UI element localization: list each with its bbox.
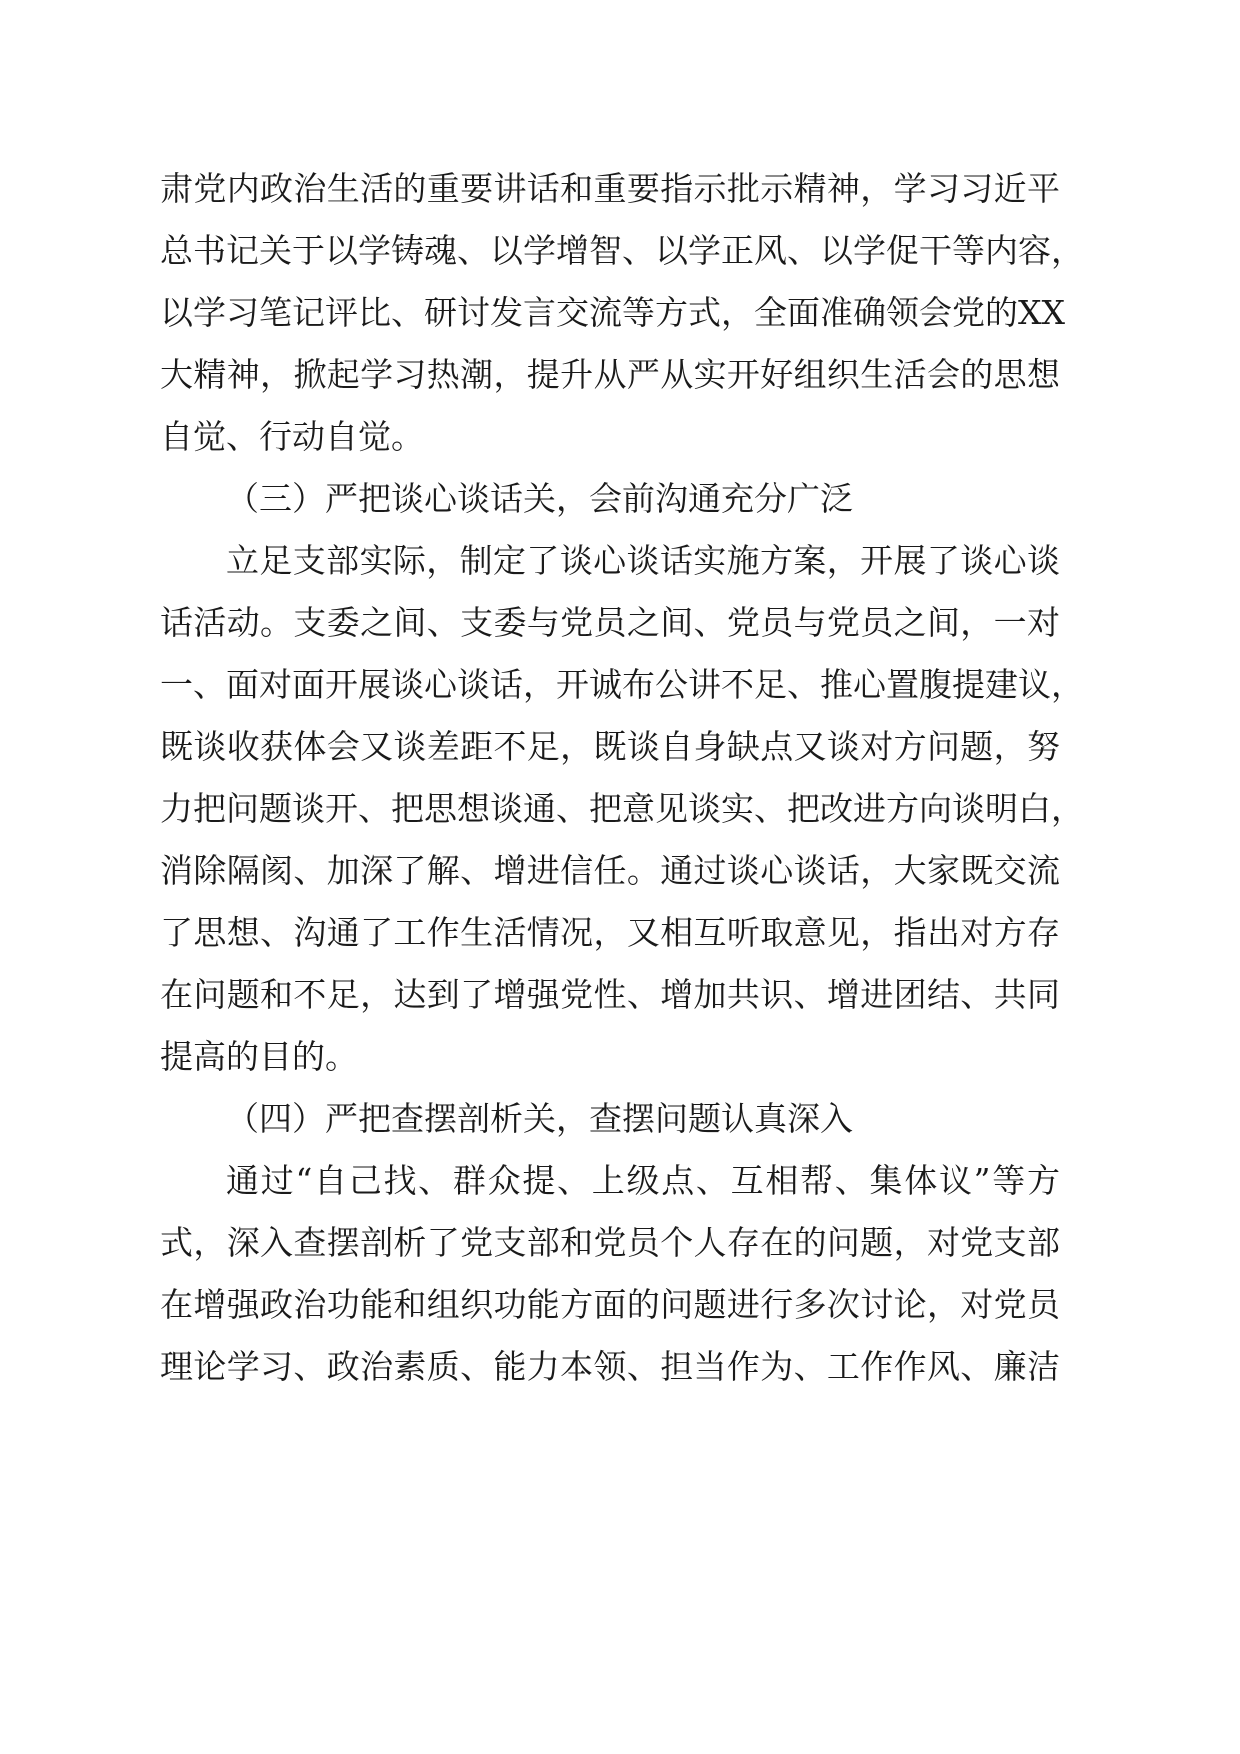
- paragraph-line: 在增强政治功能和组织功能方面的问题进行多次讨论，对党员: [160, 1285, 1060, 1324]
- paragraph-line: 在问题和不足，达到了增强党性、增加共识、增进团结、共同: [160, 975, 1060, 1014]
- paragraph-line: 大精神，掀起学习热潮，提升从严从实开好组织生活会的思想: [160, 355, 1060, 394]
- document-body: [160, 158, 1084, 1398]
- paragraph-line: 提高的目的。: [160, 1037, 358, 1076]
- paragraph-line: 以学习笔记评比、研讨发言交流等方式，全面准确领会党的XX: [160, 293, 1065, 332]
- paragraph-line: 立足支部实际，制定了谈心谈话实施方案，开展了谈心谈: [226, 541, 1060, 580]
- paragraph-line: 通过“自己找、群众提、上级点、互相帮、集体议”等方: [226, 1161, 1060, 1200]
- paragraph-line: 既谈收获体会又谈差距不足，既谈自身缺点又谈对方问题，努: [160, 727, 1060, 766]
- paragraph-line: 总书记关于以学铸魂、以学增智、以学正风、以学促干等内容，: [160, 231, 1084, 270]
- paragraph-line: 话活动。支委之间、支委与党员之间、党员与党员之间，一对: [160, 603, 1060, 642]
- paragraph-line: 力把问题谈开、把思想谈通、把意见谈实、把改进方向谈明白，: [160, 789, 1084, 828]
- paragraph-line: 式，深入查摆剖析了党支部和党员个人存在的问题，对党支部: [160, 1223, 1060, 1262]
- paragraph-line: 自觉、行动自觉。: [160, 417, 424, 456]
- paragraph-line: 理论学习、政治素质、能力本领、担当作为、工作作风、廉洁: [160, 1347, 1060, 1386]
- paragraph-line: 一、面对面开展谈心谈话，开诚布公讲不足、推心置腹提建议，: [160, 665, 1084, 704]
- paragraph-line: 肃党内政治生活的重要讲话和重要指示批示精神，学习习近平: [160, 169, 1060, 208]
- paragraph-line: 了思想、沟通了工作生活情况，又相互听取意见，指出对方存: [160, 913, 1060, 952]
- paragraph-line: 消除隔阂、加深了解、增进信任。通过谈心谈话，大家既交流: [160, 851, 1060, 890]
- section-heading-3: （三）严把谈心谈话关，会前沟通充分广泛: [226, 479, 853, 518]
- section-heading-4: （四）严把查摆剖析关，查摆问题认真深入: [226, 1099, 853, 1138]
